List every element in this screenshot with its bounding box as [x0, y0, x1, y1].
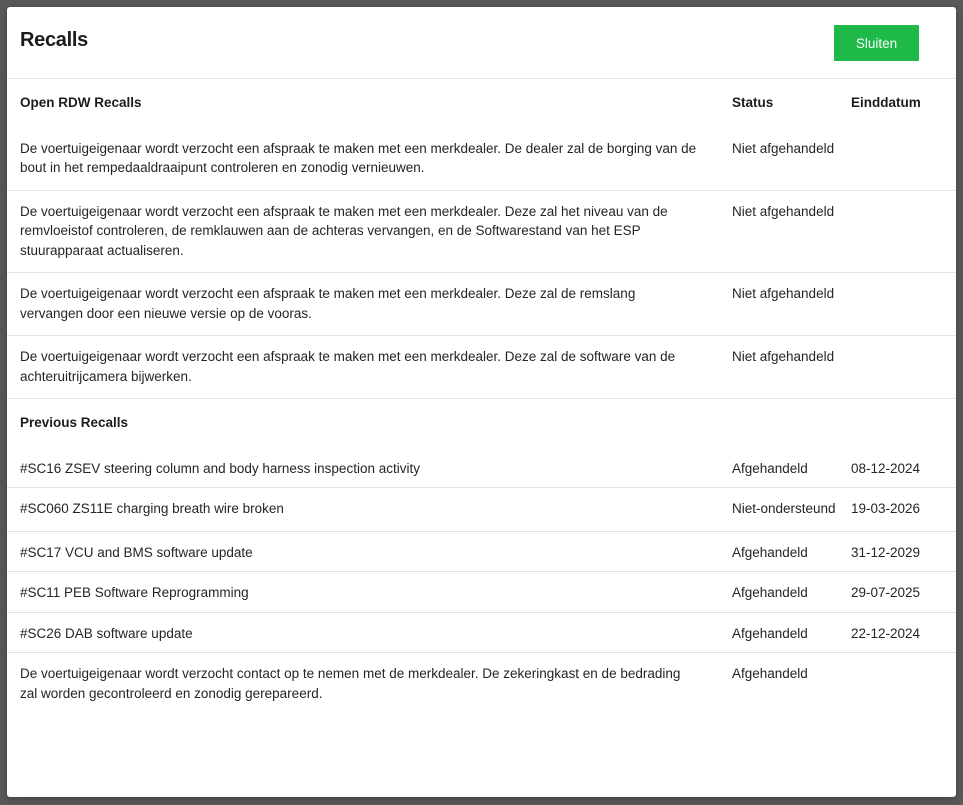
previous-recalls-heading: Previous Recalls	[20, 415, 129, 430]
recall-description: De voertuigeigenaar wordt verzocht contact op te nemen met de merkdealer. De zekeringkast en de bedrading zal worden gecontroleerd en zonodig gerepareerd.	[20, 666, 681, 701]
recall-enddate	[838, 336, 956, 399]
recalls-table	[7, 79, 956, 715]
recall-status: Afgehandeld	[732, 666, 808, 681]
previous-recall-row	[7, 531, 956, 572]
recall-status: Niet afgehandeld	[732, 286, 835, 301]
recall-status: Niet afgehandeld	[732, 349, 835, 364]
recall-status: Niet-ondersteund	[732, 501, 836, 516]
close-button[interactable]: Sluiten	[834, 25, 919, 61]
modal-header	[7, 7, 956, 79]
recall-status: Niet afgehandeld	[732, 203, 835, 219]
recall-status: Afgehandeld	[732, 544, 808, 560]
previous-recall-row	[7, 612, 956, 653]
recall-enddate	[838, 128, 956, 191]
previous-recall-row	[7, 572, 956, 613]
modal-title: Recalls	[20, 29, 88, 51]
status-column-header: Status	[732, 95, 774, 110]
previous-recall-row	[7, 653, 956, 716]
recall-enddate	[838, 273, 956, 336]
open-recalls-header-row	[7, 79, 956, 128]
previous-recall-row	[7, 488, 956, 532]
recall-description: #SC17 VCU and BMS software update	[20, 544, 253, 560]
recall-description: De voertuigeigenaar wordt verzocht een afspraak te maken met een merkdealer. Deze zal het niveau van de remvloeistof controleren, de remklauwen aan de achteras vervangen, en de Softwarestand van het ESP stuurapparaat actualiseren.	[20, 203, 668, 258]
recall-status: Afgehandeld	[732, 625, 808, 641]
open-recall-row	[7, 190, 956, 273]
recall-enddate: 31-12-2029	[851, 544, 921, 560]
recall-enddate: 08-12-2024	[851, 460, 921, 476]
recall-enddate: 19-03-2026	[851, 501, 921, 516]
open-recall-row	[7, 273, 956, 336]
previous-recall-row	[7, 448, 956, 488]
recall-description: #SC11 PEB Software Reprogramming	[20, 585, 249, 600]
recall-description: De voertuigeigenaar wordt verzocht een afspraak te maken met een merkdealer. Deze zal de software van de achteruitrijcamera bijwerken.	[20, 349, 676, 384]
empty-header-cell	[719, 399, 838, 448]
recall-description: #SC26 DAB software update	[20, 625, 193, 641]
open-recalls-heading: Open RDW Recalls	[20, 95, 142, 110]
recall-enddate: 29-07-2025	[851, 585, 921, 600]
recall-status: Afgehandeld	[732, 460, 808, 476]
enddate-column-header: Einddatum	[851, 95, 921, 110]
recall-description: De voertuigeigenaar wordt verzocht een afspraak te maken met een merkdealer. De dealer zal de borging van de bout in het rempedaaldraaipunt controleren en zonodig vernieuwen.	[20, 140, 697, 175]
recall-enddate	[838, 653, 956, 716]
recall-description: #SC060 ZS11E charging breath wire broken	[20, 501, 284, 516]
recall-status: Niet afgehandeld	[732, 140, 835, 156]
recall-status: Afgehandeld	[732, 585, 808, 600]
open-recall-row	[7, 128, 956, 191]
recall-description: #SC16 ZSEV steering column and body harness inspection activity	[20, 460, 420, 476]
recall-enddate	[838, 190, 956, 273]
open-recall-row	[7, 336, 956, 399]
previous-recalls-header-row	[7, 399, 956, 448]
recalls-modal	[7, 7, 956, 797]
recall-description: De voertuigeigenaar wordt verzocht een afspraak te maken met een merkdealer. Deze zal de remslang vervangen door een nieuwe versie op de vooras.	[20, 286, 636, 321]
empty-header-cell	[838, 399, 956, 448]
recall-enddate: 22-12-2024	[851, 625, 921, 641]
